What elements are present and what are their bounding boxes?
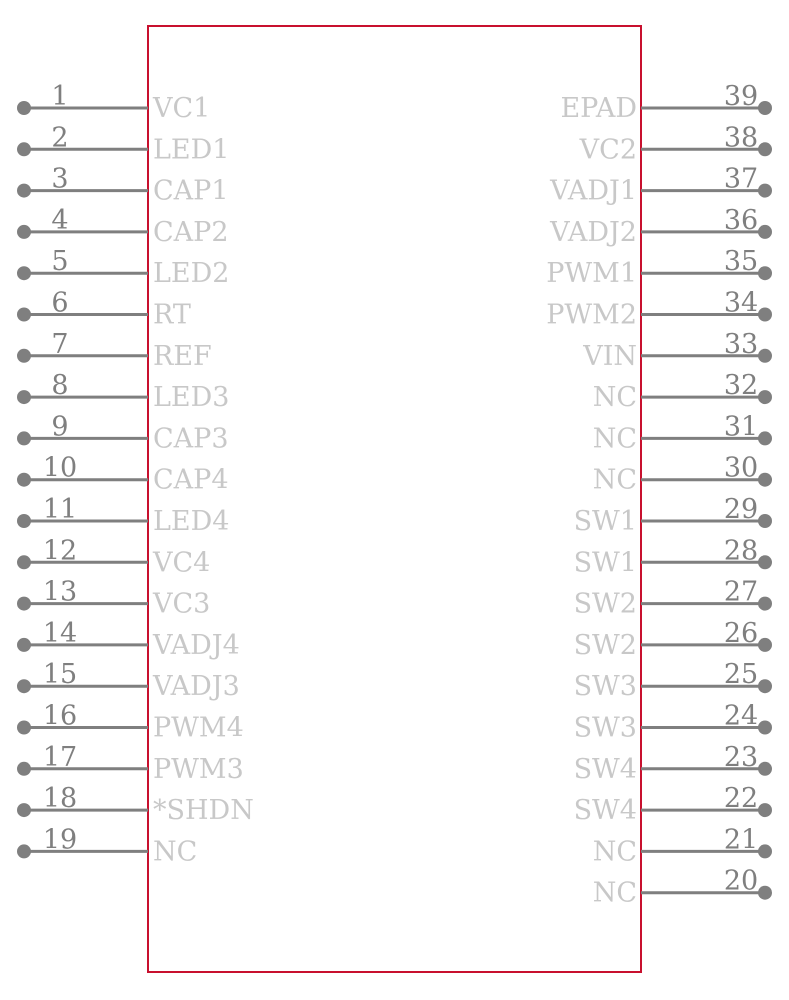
pin-number: 9 [51,411,69,443]
pin-number: 18 [42,783,78,815]
pin-endpoint-dot [758,555,772,569]
pin-3 [17,164,229,207]
pin-number: 1 [51,81,69,112]
pin-number: 11 [42,494,78,525]
pin-name: SW1 [573,506,637,537]
pin-name: NC [592,877,637,909]
pin-endpoint-dot [758,638,772,652]
pin-number: 14 [42,617,78,649]
pin-name: *SHDN [153,795,254,827]
pin-number: 10 [42,452,78,484]
pin-29 [574,494,772,537]
pin-33 [582,329,772,372]
pin-name: PWM2 [546,299,637,331]
pin-endpoint-dot [17,679,31,693]
pin-name: VADJ3 [153,671,240,703]
pin-14 [17,618,240,661]
pin-endpoint-dot [758,349,772,363]
pin-endpoint-dot [17,225,31,239]
pin-19 [17,824,197,867]
pin-22 [574,783,772,826]
pin-13 [17,577,210,620]
pin-21 [593,824,772,867]
pin-endpoint-dot [758,762,772,776]
pin-name: VC2 [579,134,637,166]
pin-name: SW2 [573,629,637,661]
pin-number: 27 [723,576,759,608]
pin-endpoint-dot [17,390,31,404]
pin-name: EPAD [560,93,637,124]
pin-number: 15 [42,659,78,691]
pin-name: SW4 [573,753,637,785]
pin-endpoint-dot [758,390,772,404]
pin-endpoint-dot [17,638,31,652]
pin-endpoint-dot [758,679,772,693]
pin-name: NC [592,836,637,868]
pin-name: SW4 [573,795,637,827]
pin-16 [17,701,244,744]
pin-5 [17,246,229,289]
pin-name: RT [153,299,191,331]
pin-name: CAP1 [153,175,229,207]
pin-name: REF [153,340,212,372]
pin-name: LED3 [153,382,230,414]
left-pin-group [17,81,254,867]
pin-endpoint-dot [17,803,31,817]
pin-name: SW3 [573,671,637,703]
pin-6 [17,288,191,331]
pin-number: 13 [42,576,78,608]
pin-number: 32 [723,370,759,402]
pin-24 [574,701,772,744]
pin-8 [17,370,229,413]
pin-endpoint-dot [758,308,772,322]
pin-34 [546,288,772,331]
pin-number: 4 [51,204,69,236]
pin-number: 21 [723,824,759,856]
pin-number: 12 [42,535,78,567]
pin-name: CAP3 [153,423,229,455]
pin-name: VIN [583,340,637,372]
pin-name: VC4 [153,547,211,579]
pin-endpoint-dot [758,597,772,611]
pin-35 [546,246,772,289]
pin-name: CAP2 [153,216,229,248]
pin-endpoint-dot [17,308,31,322]
pin-endpoint-dot [758,514,772,528]
pin-39 [560,81,772,124]
pin-number: 28 [723,535,759,567]
pin-endpoint-dot [17,844,31,858]
pin-number: 36 [723,204,759,236]
pin-number: 25 [723,659,759,691]
pin-25 [574,659,772,702]
pin-endpoint-dot [17,101,31,115]
pin-endpoint-dot [758,266,772,280]
pin-number: 33 [723,328,759,360]
pin-endpoint-dot [758,844,772,858]
pin-endpoint-dot [17,266,31,280]
pin-name: PWM4 [153,712,244,744]
pin-name: CAP4 [153,464,229,496]
pin-endpoint-dot [758,225,772,239]
pin-number: 35 [723,246,759,278]
pin-endpoint-dot [17,431,31,445]
pin-number: 2 [51,122,69,154]
pin-number: 24 [723,700,759,732]
pin-number: 38 [723,122,759,154]
pin-number: 19 [42,824,78,856]
pin-number: 5 [51,246,69,278]
pin-number: 6 [51,287,69,319]
pin-endpoint-dot [17,184,31,198]
pin-name: PWM1 [546,258,637,290]
pin-32 [593,370,772,413]
pin-20 [593,866,772,909]
pin-27 [574,577,772,620]
pin-number: 29 [723,494,759,525]
pin-28 [574,535,772,578]
pin-number: 37 [723,163,759,195]
pin-number: 16 [42,700,78,732]
pin-name: VADJ2 [550,216,637,248]
pin-endpoint-dot [758,473,772,487]
pin-2 [17,122,229,165]
pin-name: SW1 [573,547,637,579]
pin-endpoint-dot [17,514,31,528]
pin-endpoint-dot [17,762,31,776]
pin-36 [549,205,772,248]
pin-endpoint-dot [758,101,772,115]
pin-number: 30 [723,452,759,484]
pin-name: NC [153,836,198,868]
pin-endpoint-dot [17,349,31,363]
pin-name: NC [592,464,637,496]
pin-name: LED1 [153,134,230,166]
pin-17 [17,742,244,785]
pin-4 [17,205,229,248]
pin-38 [579,122,772,165]
pin-26 [574,618,772,661]
pin-endpoint-dot [758,142,772,156]
pin-30 [593,453,772,496]
pin-name: VC3 [153,588,211,620]
pin-9 [17,411,229,454]
pin-name: VC1 [153,93,211,124]
pin-7 [17,329,212,372]
pin-name: VADJ1 [550,175,637,207]
pin-number: 8 [51,370,69,402]
pin-1 [17,81,210,124]
pin-name: PWM3 [153,753,244,785]
pin-15 [17,659,240,702]
pin-name: LED4 [153,506,230,537]
pin-23 [574,742,772,785]
pin-name: SW2 [573,588,637,620]
pin-endpoint-dot [17,142,31,156]
pin-31 [593,411,772,454]
pin-endpoint-dot [758,721,772,735]
pin-name: NC [592,382,637,414]
pin-number: 31 [723,411,759,443]
pin-endpoint-dot [17,721,31,735]
pin-endpoint-dot [758,886,772,900]
pin-name: LED2 [153,258,230,290]
pin-number: 34 [723,287,759,319]
pin-number: 26 [723,617,759,649]
pin-endpoint-dot [758,184,772,198]
pin-number: 20 [723,865,759,897]
pin-number: 17 [42,741,78,773]
pin-name: SW3 [573,712,637,744]
pin-endpoint-dot [17,597,31,611]
pin-endpoint-dot [17,473,31,487]
pin-name: VADJ4 [153,629,240,661]
pin-10 [17,453,229,496]
pin-number: 22 [723,783,759,815]
ic-body-outline [148,26,641,972]
pin-number: 3 [51,163,69,195]
pin-18 [17,783,254,826]
pin-number: 23 [723,741,759,773]
pin-11 [17,494,229,537]
pin-number: 7 [51,328,69,360]
pin-12 [17,535,210,578]
pin-37 [549,164,772,207]
pin-endpoint-dot [758,431,772,445]
pin-number: 39 [723,81,759,112]
pin-endpoint-dot [17,555,31,569]
pin-endpoint-dot [758,803,772,817]
right-pin-group [546,81,772,909]
pin-name: NC [592,423,637,455]
